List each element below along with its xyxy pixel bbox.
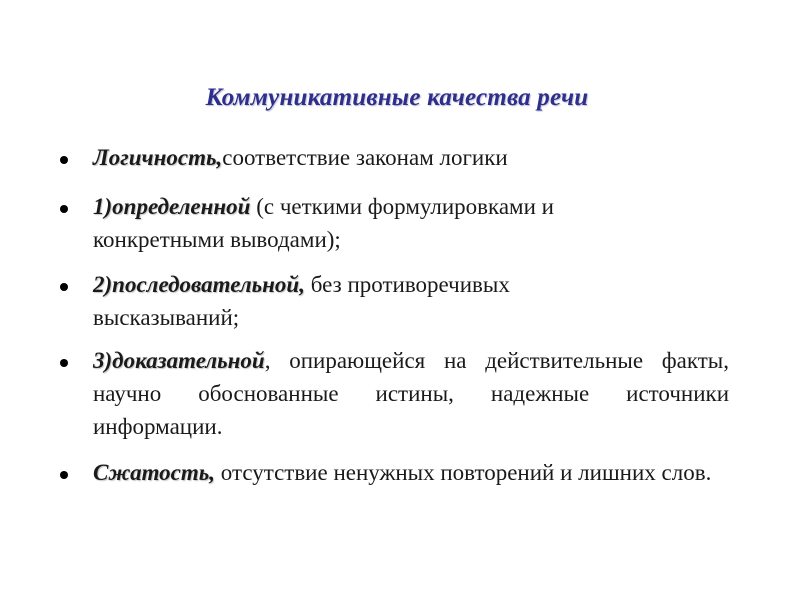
list-item-text (93, 190, 673, 256)
list-item-text (93, 456, 729, 489)
description: (с четкими формулировками и конкретными выводами); (93, 194, 554, 252)
bullet-icon (60, 156, 68, 164)
description: , опирающейся на действительные факты, научно обоснованные истины, надежные источники информации. (93, 348, 729, 439)
bullet-icon (60, 205, 68, 213)
list-item-text (93, 141, 729, 174)
term: 3)доказательной (93, 348, 265, 373)
description: соответствие законам логики (222, 145, 508, 170)
bullet-icon (60, 359, 68, 367)
bullet-icon (60, 283, 68, 291)
term: Логичность, (93, 145, 223, 170)
term: 2)последовательной, (93, 272, 305, 297)
list-item-text (93, 344, 729, 443)
term: 1)определенной (93, 194, 251, 219)
description: отсутствие ненужных повторений и лишних слов. (215, 460, 712, 485)
list-item-text (93, 268, 633, 334)
term: Сжатость, (93, 460, 216, 485)
bullet-icon (60, 471, 68, 479)
slide-title: Коммуникативные качества речи (205, 84, 589, 111)
description: без противоречивых высказываний; (93, 272, 510, 330)
